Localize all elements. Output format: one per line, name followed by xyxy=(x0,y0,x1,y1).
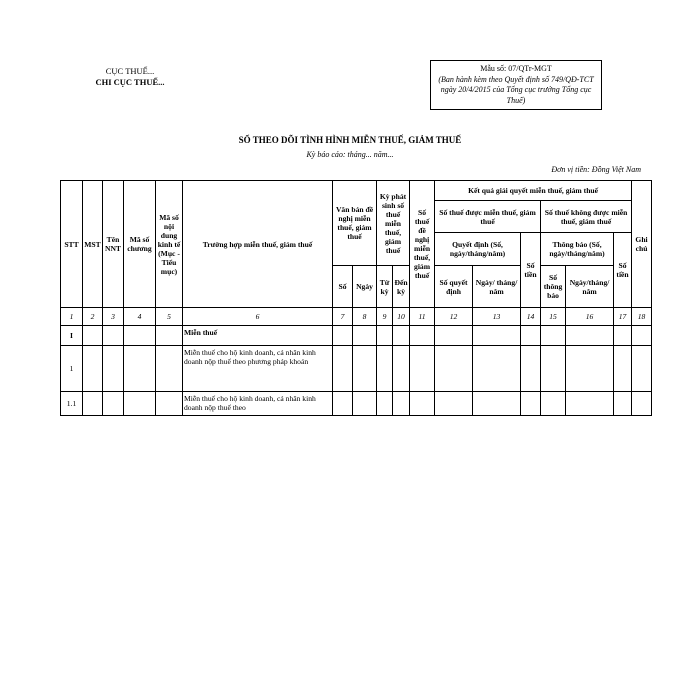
header-ghi-chu: Ghi chú xyxy=(632,181,652,308)
column-number: 4 xyxy=(124,308,156,326)
table-row xyxy=(61,326,652,346)
column-number: 9 xyxy=(377,308,393,326)
form-number: Mẫu số: 07/QTr-MGT xyxy=(480,64,552,73)
document-title: SỔ THEO DÕI TÌNH HÌNH MIỄN THUẾ, GIẢM THUẾ xyxy=(238,135,462,145)
column-number: 8 xyxy=(353,308,377,326)
header-duoc-mien: Số thuế được miễn thuế, giảm thuế xyxy=(435,201,541,233)
header-truong-hop: Trường hợp miễn thuế, giảm thuế xyxy=(183,181,333,308)
currency-unit: Đơn vị tiền: Đồng Việt Nam xyxy=(551,165,641,174)
column-number: 10 xyxy=(393,308,410,326)
header-khong-duoc-mien: Số thuế không được miễn thuế, giảm thuế xyxy=(541,201,632,233)
header-mst: MST xyxy=(83,181,103,308)
header-so-tien-2: Số tiền xyxy=(614,233,632,308)
column-number: 3 xyxy=(103,308,124,326)
header-van-ban: Văn bản đề nghị miễn thuế, giảm thuế xyxy=(333,181,377,266)
header-quyet-dinh: Quyết định (Số, ngày/tháng/năm) xyxy=(435,233,521,266)
header-den-ky: Đến kỳ xyxy=(393,266,410,308)
row-stt: 1.1 xyxy=(61,392,83,416)
header-ten-nnt: Tên NNT xyxy=(103,181,124,308)
issued-note: (Ban hành kèm theo Quyết định số 749/QĐ-TCT ngày 20/4/2015 của Tổng cục trưởng Tổng cục Thuế) xyxy=(438,74,594,105)
column-number: 7 xyxy=(333,308,353,326)
header-ket-qua: Kết quả giải quyết miễn thuế, giảm thuế xyxy=(435,181,632,201)
row-description: Miễn thuế cho hộ kinh doanh, cá nhân kinh doanh nộp thuế theo phương pháp khoán xyxy=(183,346,333,392)
row-description: Miễn thuế xyxy=(183,326,333,346)
column-number: 5 xyxy=(156,308,183,326)
column-number: 6 xyxy=(183,308,333,326)
header-so-thong-bao: Số thông báo xyxy=(541,266,566,308)
column-number-row xyxy=(61,308,652,326)
column-number: 17 xyxy=(614,308,632,326)
header-so-thue-de-nghi: Số thuế đề nghị miễn thuế, giảm thuế xyxy=(410,181,435,308)
header-stt: STT xyxy=(61,181,83,308)
column-number: 15 xyxy=(541,308,566,326)
header-tb-ngay: Ngày/tháng/ năm xyxy=(566,266,614,308)
row-stt: 1 xyxy=(61,346,83,392)
agency-header xyxy=(70,66,190,88)
form-number-box xyxy=(430,60,602,110)
header-ky-phat-sinh: Kỳ phát sinh số thuế miễn thuế, giảm thuế xyxy=(377,181,410,266)
table-row xyxy=(61,392,652,416)
exemption-ledger-table xyxy=(60,180,652,416)
agency-line-2: CHI CỤC THUẾ... xyxy=(95,77,165,87)
column-number: 18 xyxy=(632,308,652,326)
column-number: 1 xyxy=(61,308,83,326)
header-van-ban-so: Số xyxy=(333,266,353,308)
column-number: 2 xyxy=(83,308,103,326)
column-number: 12 xyxy=(435,308,473,326)
header-ma-so-noi-dung: Mã số nội dung kinh tế (Mục - Tiểu mục) xyxy=(156,181,183,308)
table-row xyxy=(61,346,652,392)
report-period: Kỳ báo cáo: tháng... năm... xyxy=(306,150,394,159)
header-thong-bao: Thông báo (Số, ngày/tháng/năm) xyxy=(541,233,614,266)
column-number: 11 xyxy=(410,308,435,326)
header-qd-ngay: Ngày/ tháng/ năm xyxy=(473,266,521,308)
column-number: 16 xyxy=(566,308,614,326)
column-number: 14 xyxy=(521,308,541,326)
row-stt: I xyxy=(61,326,83,346)
header-ma-so-chuong: Mã số chương xyxy=(124,181,156,308)
column-number: 13 xyxy=(473,308,521,326)
header-tu-ky: Từ kỳ xyxy=(377,266,393,308)
row-description: Miễn thuế cho hộ kinh doanh, cá nhân kinh doanh nộp thuế theo xyxy=(183,392,333,416)
agency-line-1: CỤC THUẾ... xyxy=(105,66,155,76)
header-so-tien-1: Số tiền xyxy=(521,233,541,308)
header-van-ban-ngay: Ngày xyxy=(353,266,377,308)
header-so-quyet-dinh: Số quyết định xyxy=(435,266,473,308)
